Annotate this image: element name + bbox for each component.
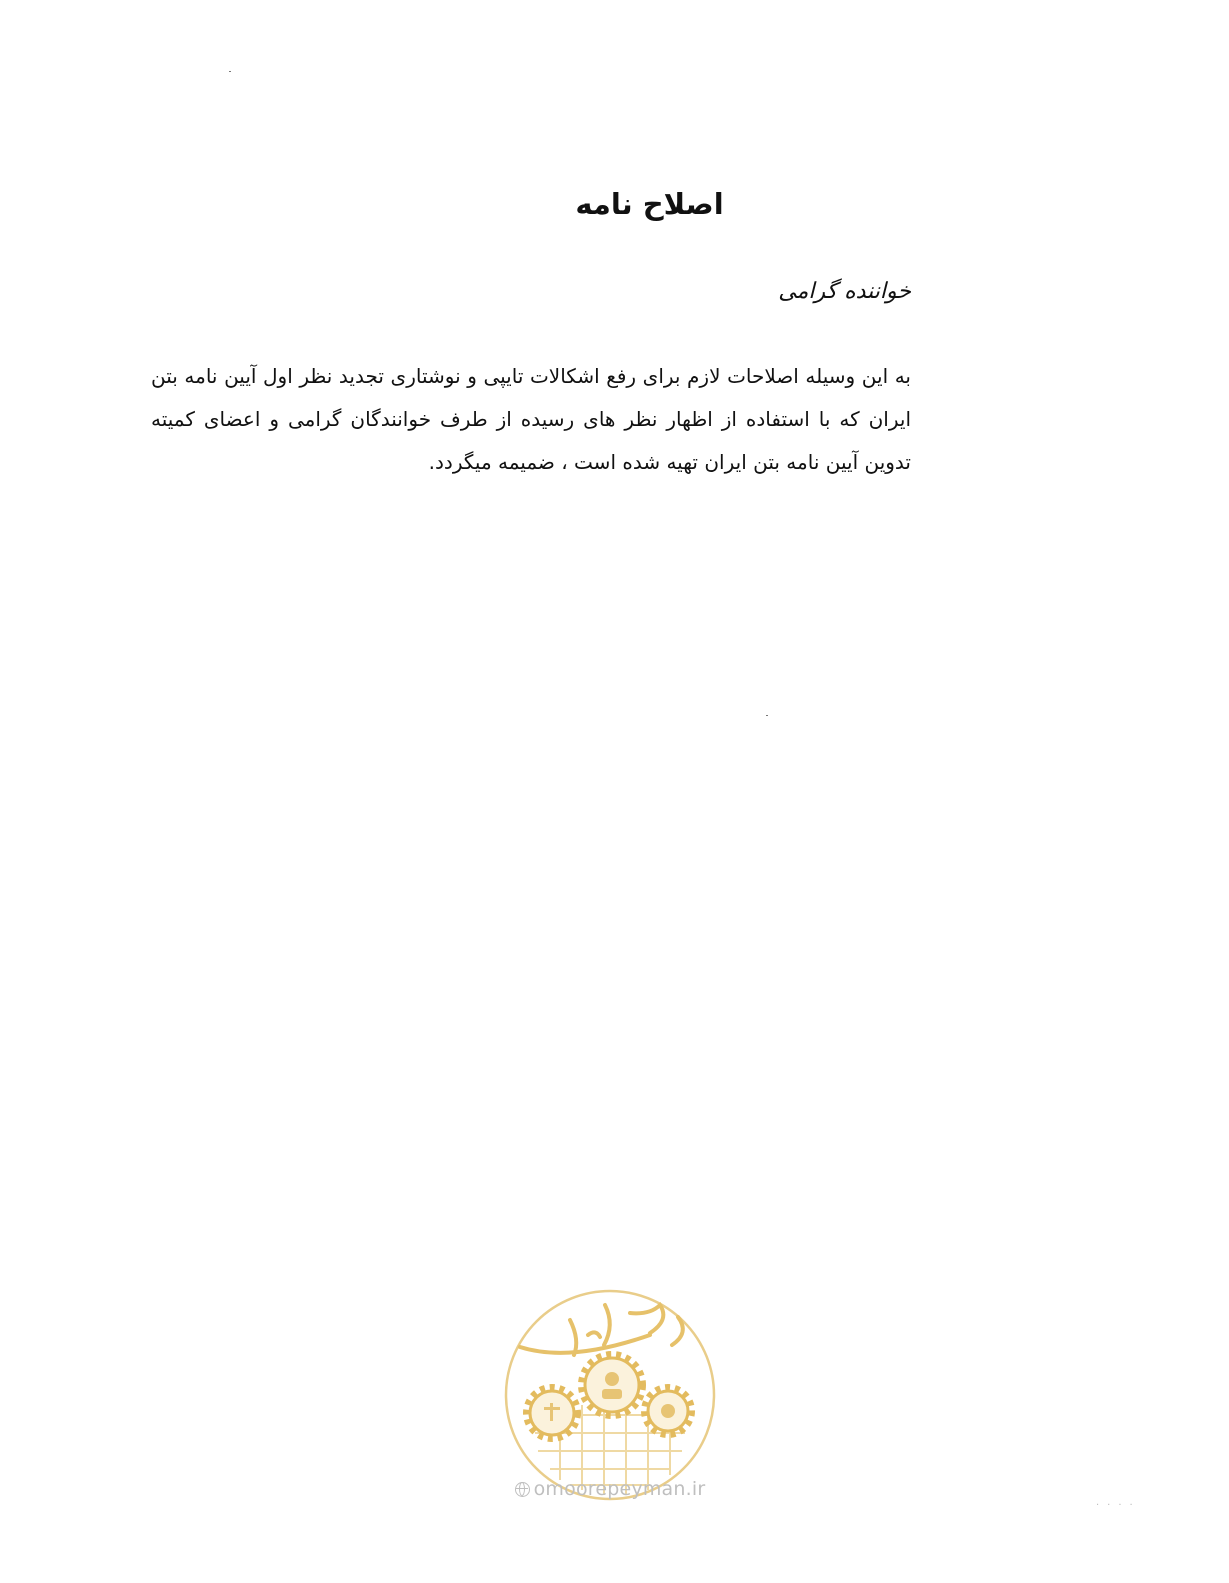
watermark-logo xyxy=(500,1285,720,1505)
salutation: خواننده گرامی xyxy=(778,279,911,304)
body-paragraph: به این وسیله اصلاحات لازم برای رفع اشکالات تایپی و نوشتاری تجدید نظر اول آیین نامه بتن ایران که با استفاده از اظهار نظر های رسیده از طرف خوانندگان گرامی و اعضای کمیته تدوین آیین نامه بتن ایران تهیه شده است ، ضمیمه میگردد. xyxy=(151,364,911,474)
watermark-website xyxy=(500,1478,720,1500)
globe-icon xyxy=(515,1482,530,1497)
document-title: اصلاح نامه xyxy=(575,187,724,221)
website-text: omoorepeyman.ir xyxy=(533,1478,706,1500)
scan-speck xyxy=(229,71,231,72)
scan-speck xyxy=(766,715,768,716)
scan-artifact: ···· xyxy=(1096,1500,1141,1511)
